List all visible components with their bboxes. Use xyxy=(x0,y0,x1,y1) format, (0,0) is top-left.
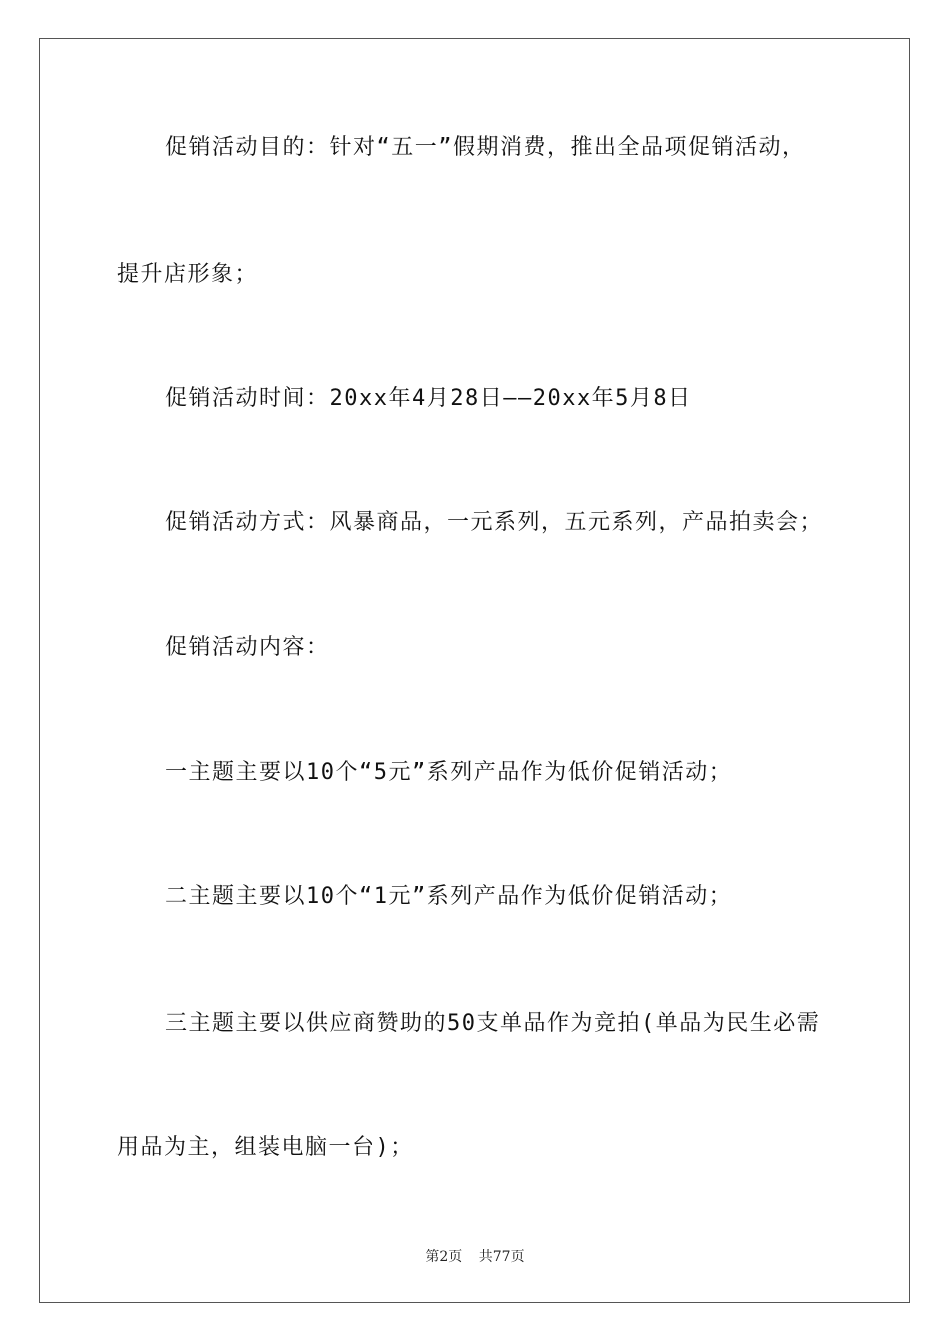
paragraph-theme-three-continued: 用品为主，组装电脑一台)； xyxy=(117,1135,414,1160)
paragraph-time: 促销活动时间：20xx年4月28日——20xx年5月8日 xyxy=(165,386,692,411)
paragraph-content-heading: 促销活动内容： xyxy=(165,635,330,660)
page-border xyxy=(39,38,910,1303)
page-number: 第2页 xyxy=(425,1249,463,1265)
page-footer xyxy=(0,1246,950,1266)
total-pages: 共77页 xyxy=(478,1249,525,1265)
paragraph-purpose: 促销活动目的：针对“五一”假期消费，推出全品项促销活动， xyxy=(165,135,806,160)
paragraph-theme-one: 一主题主要以10个“5元”系列产品作为低价促销活动； xyxy=(165,760,733,785)
paragraph-method: 促销活动方式：风暴商品，一元系列，五元系列，产品拍卖会； xyxy=(165,510,824,535)
paragraph-theme-three: 三主题主要以供应商赞助的50支单品作为竞拍(单品为民生必需 xyxy=(165,1011,821,1036)
paragraph-theme-two: 二主题主要以10个“1元”系列产品作为低价促销活动； xyxy=(165,884,733,909)
paragraph-purpose-continued: 提升店形象； xyxy=(117,262,259,287)
